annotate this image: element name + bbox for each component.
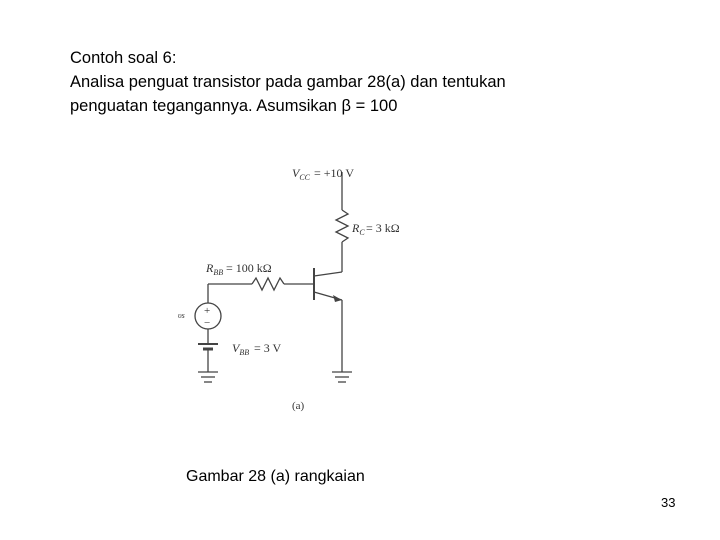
figure-tag: (a) — [292, 400, 305, 412]
vbb-label: $V_{BB}$ — [232, 341, 250, 357]
vcc-value: = +10 V — [314, 166, 354, 180]
rc-label: $R_C$ — [352, 221, 365, 237]
question-title: Contoh soal 6: — [70, 49, 177, 67]
question-line-2: penguatan tegangannya. Asumsikan β = 100 — [70, 97, 398, 115]
vbb-value: = 3 V — [254, 341, 282, 355]
vs-label: υs — [178, 311, 185, 320]
figure-caption: Gambar 28 (a) rangkaian — [186, 468, 365, 485]
page-number: 33 — [661, 495, 676, 510]
question-block — [70, 46, 506, 118]
circuit-figure — [170, 150, 470, 420]
rbb-resistor — [252, 278, 284, 290]
rbb-label: $R_{BB}$ — [206, 261, 224, 277]
minus-sign: − — [204, 317, 211, 329]
rbb-value: = 100 kΩ — [226, 261, 272, 275]
rc-resistor — [336, 210, 348, 242]
vcc-label: $V_{CC}$ — [292, 166, 311, 182]
question-line-1: Analisa penguat transistor pada gambar 28(a) dan tentukan — [70, 73, 506, 91]
emitter-arrow — [333, 295, 342, 302]
transistor-collector-lead — [314, 272, 342, 276]
plus-sign: + — [204, 305, 211, 317]
rc-value: = 3 kΩ — [366, 221, 400, 235]
circuit-diagram — [170, 150, 470, 420]
